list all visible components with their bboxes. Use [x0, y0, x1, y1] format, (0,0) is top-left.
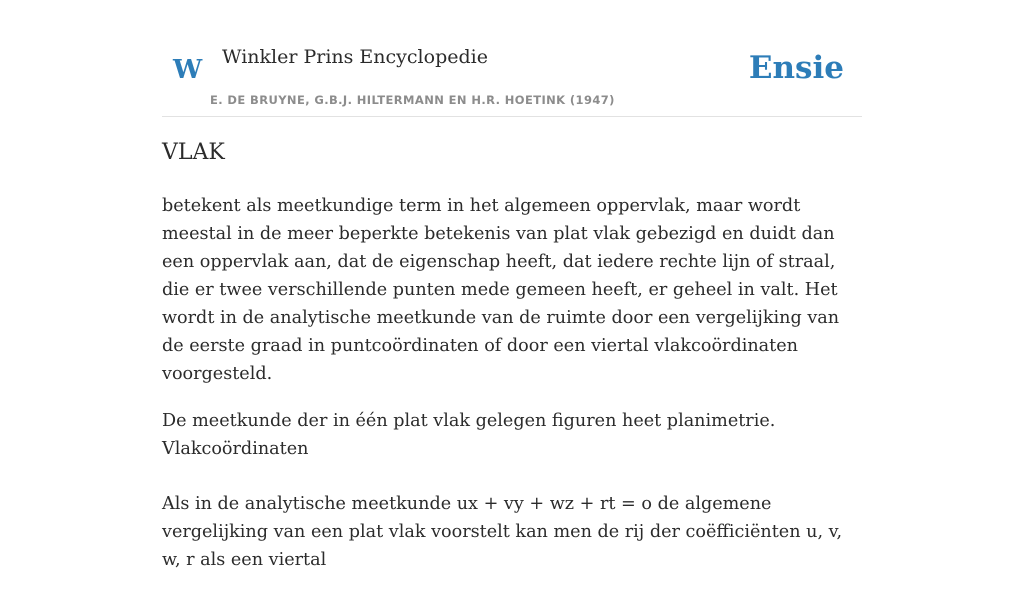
site-header: [162, 0, 862, 117]
entry-paragraph: De meetkunde der in één plat vlak gelegen figuren heet planimetrie.: [162, 411, 776, 431]
entry-subheading: Vlakcoördinaten: [162, 439, 309, 459]
entry-paragraph: betekent als meetkundige term in het algemeen oppervlak, maar wordt meestal in de meer beperkte betekenis van plat vlak gebezigd en duidt dan een oppervlak aan, dat de eigenschap heeft, dat iedere rechte lijn of straal, die er twee verschillende punten mede gemeen heeft, er geheel in valt. Het wordt in de analytische meetkunde van de ruimte door een vergelijking van de eerste graad in puntcoördinaten of door een viertal vlakcoördinaten voorgesteld.: [162, 196, 840, 384]
source-logo[interactable]: W: [173, 55, 203, 85]
source-byline: E. DE BRUYNE, G.B.J. HILTERMANN EN H.R. HOETINK (1947): [210, 93, 615, 107]
entry-title: VLAK: [162, 140, 225, 165]
entry-content: [162, 192, 862, 593]
source-title[interactable]: Winkler Prins Encyclopedie: [222, 46, 488, 68]
entry-paragraph: Als in de analytische meetkunde ux + vy + wz + rt = o de algemene vergelijking van een plat vlak voorstelt kan men de rij der coëfficiënten u, v, w, r als een viertal: [162, 494, 843, 570]
brand-logo[interactable]: Ensie: [748, 50, 844, 86]
